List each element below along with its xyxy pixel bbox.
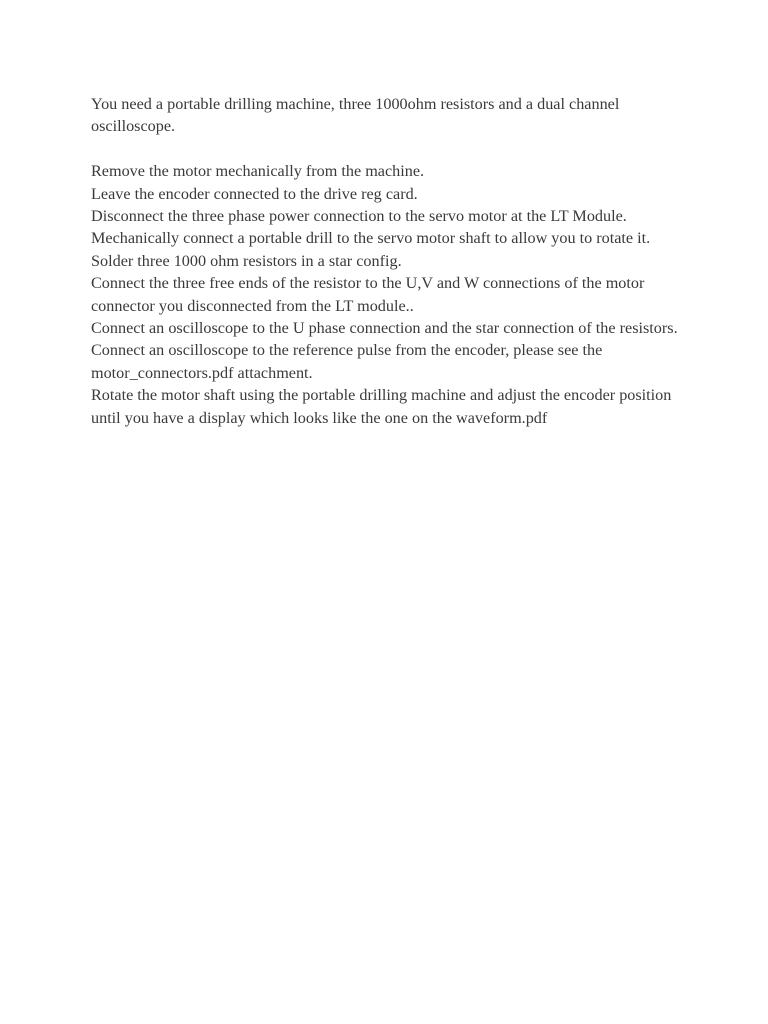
instruction-step: Rotate the motor shaft using the portable drilling machine and adjust the encoder position until you have a display which looks like the one on the waveform.pdf: [91, 386, 672, 427]
instruction-step: Leave the encoder connected to the drive reg card.: [91, 184, 418, 203]
instruction-steps: [91, 160, 691, 429]
instruction-step: Mechanically connect a portable drill to the servo motor shaft to allow you to rotate it.: [91, 229, 651, 248]
intro-paragraph: You need a portable drilling machine, three 1000ohm resistors and a dual channel oscilloscope.: [91, 95, 620, 136]
instruction-step: Solder three 1000 ohm resistors in a star config.: [91, 251, 402, 270]
instruction-step: Remove the motor mechanically from the machine.: [91, 162, 425, 181]
instruction-step: Connect an oscilloscope to the reference pulse from the encoder, please see the motor_connectors.pdf attachment.: [91, 341, 603, 382]
instruction-step: Connect an oscilloscope to the U phase connection and the star connection of the resistors.: [91, 319, 678, 338]
document-body: [91, 93, 691, 429]
instruction-step: Disconnect the three phase power connection to the servo motor at the LT Module.: [91, 207, 627, 226]
instruction-step: Connect the three free ends of the resistor to the U,V and W connections of the motor connector you disconnected from the LT module..: [91, 274, 645, 315]
